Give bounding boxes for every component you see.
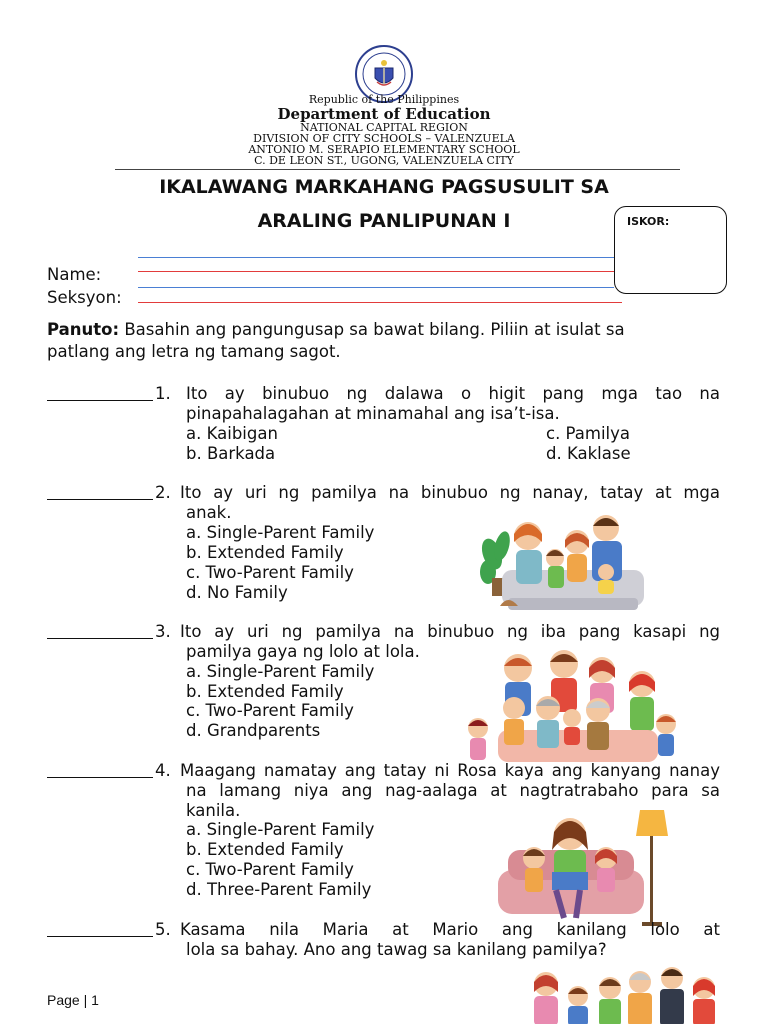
q4-option-b[interactable]: b. Extended Family [186, 840, 344, 859]
single-parent-family-illustration [494, 806, 674, 928]
question-number-3: 3. [155, 622, 171, 641]
instructions-text-2: patlang ang letra ng tamang sagot. [47, 342, 341, 361]
q1-option-c[interactable]: c. Pamilya [546, 424, 630, 443]
q3-option-b[interactable]: b. Extended Family [186, 682, 344, 701]
question-text-3b: pamilya gaya ng lolo at lola. [186, 642, 420, 661]
q4-option-a[interactable]: a. Single-Parent Family [186, 820, 375, 839]
instructions-label: Panuto: [47, 320, 120, 339]
q4-option-d[interactable]: d. Three-Parent Family [186, 880, 372, 899]
instructions [47, 320, 727, 340]
score-label: ISKOR: [627, 215, 670, 228]
q1-option-a[interactable]: a. Kaibigan [186, 424, 278, 443]
family-group-illustration [520, 966, 720, 1024]
section-label: Seksyon: [47, 288, 122, 307]
name-label: Name: [47, 265, 102, 284]
answer-blank-3[interactable] [47, 624, 153, 639]
q3-option-a[interactable]: a. Single-Parent Family [186, 662, 375, 681]
q2-option-a[interactable]: a. Single-Parent Family [186, 523, 375, 542]
line-blue-1 [138, 257, 614, 258]
name-field[interactable] [140, 262, 610, 284]
two-parent-family-illustration [478, 506, 646, 622]
q4-option-c[interactable]: c. Two-Parent Family [186, 860, 354, 879]
score-box[interactable] [614, 206, 727, 294]
question-text-4: Maagang namatay ang tatay ni Rosa kaya ang kanyang nanay [180, 761, 720, 780]
question-text-1: Ito ay binubuo ng dalawa o higit pang mga tao na [186, 384, 720, 403]
q2-option-c[interactable]: c. Two-Parent Family [186, 563, 354, 582]
answer-blank-4[interactable] [47, 763, 153, 778]
q3-option-c[interactable]: c. Two-Parent Family [186, 701, 354, 720]
line-blue-2 [138, 287, 614, 288]
region-line: NATIONAL CAPITAL REGION [300, 121, 468, 134]
section-field[interactable] [140, 290, 610, 312]
page-subtitle: ARALING PANLIPUNAN I [257, 210, 511, 232]
republic-line: Republic of the Philippines [308, 93, 460, 106]
answer-blank-5[interactable] [47, 922, 153, 937]
question-text-3: Ito ay uri ng pamilya na binubuo ng iba pang kasapi ng [180, 622, 720, 641]
question-text-5b: lola sa bahay. Ano ang tawag sa kanilang pamilya? [186, 940, 607, 959]
header-divider [115, 169, 680, 170]
q2-option-b[interactable]: b. Extended Family [186, 543, 344, 562]
question-text-1b: pinapahalagahan at minamahal ang isa’t-isa. [186, 404, 560, 423]
question-text-2b: anak. [186, 503, 232, 522]
answer-blank-2[interactable] [47, 485, 153, 500]
question-number-2: 2. [155, 483, 171, 502]
question-text-4b: na lamang niya ang nag-aalaga at nagtratrabaho para sa [186, 781, 720, 800]
answer-blank-1[interactable] [47, 386, 153, 401]
department-line: Department of Education [277, 105, 491, 123]
question-text-5: Kasama nila Maria at Mario ang kanilang lolo at [180, 920, 720, 939]
question-number-5: 5. [155, 920, 171, 939]
instructions-text: Basahin ang pangungusap sa bawat bilang. Piliin at isulat sa [119, 320, 625, 339]
q2-option-d[interactable]: d. No Family [186, 583, 288, 602]
division-line: DIVISION OF CITY SCHOOLS – VALENZUELA [253, 132, 515, 145]
page-number: Page | 1 [47, 992, 99, 1008]
q3-option-d[interactable]: d. Grandparents [186, 721, 321, 740]
question-text-4c: kanila. [186, 801, 241, 820]
question-number-1: 1. [155, 384, 171, 403]
page-title: IKALAWANG MARKAHANG PAGSUSULIT SA [159, 176, 609, 198]
address-line: C. DE LEON ST., UGONG, VALENZUELA CITY [254, 154, 514, 167]
extended-family-illustration [458, 648, 688, 774]
question-text-2: Ito ay uri ng pamilya na binubuo ng nanay, tatay at mga [180, 483, 720, 502]
q1-option-b[interactable]: b. Barkada [186, 444, 276, 463]
question-number-4: 4. [155, 761, 171, 780]
q1-option-d[interactable]: d. Kaklase [546, 444, 631, 463]
school-line: ANTONIO M. SERAPIO ELEMENTARY SCHOOL [248, 143, 520, 156]
